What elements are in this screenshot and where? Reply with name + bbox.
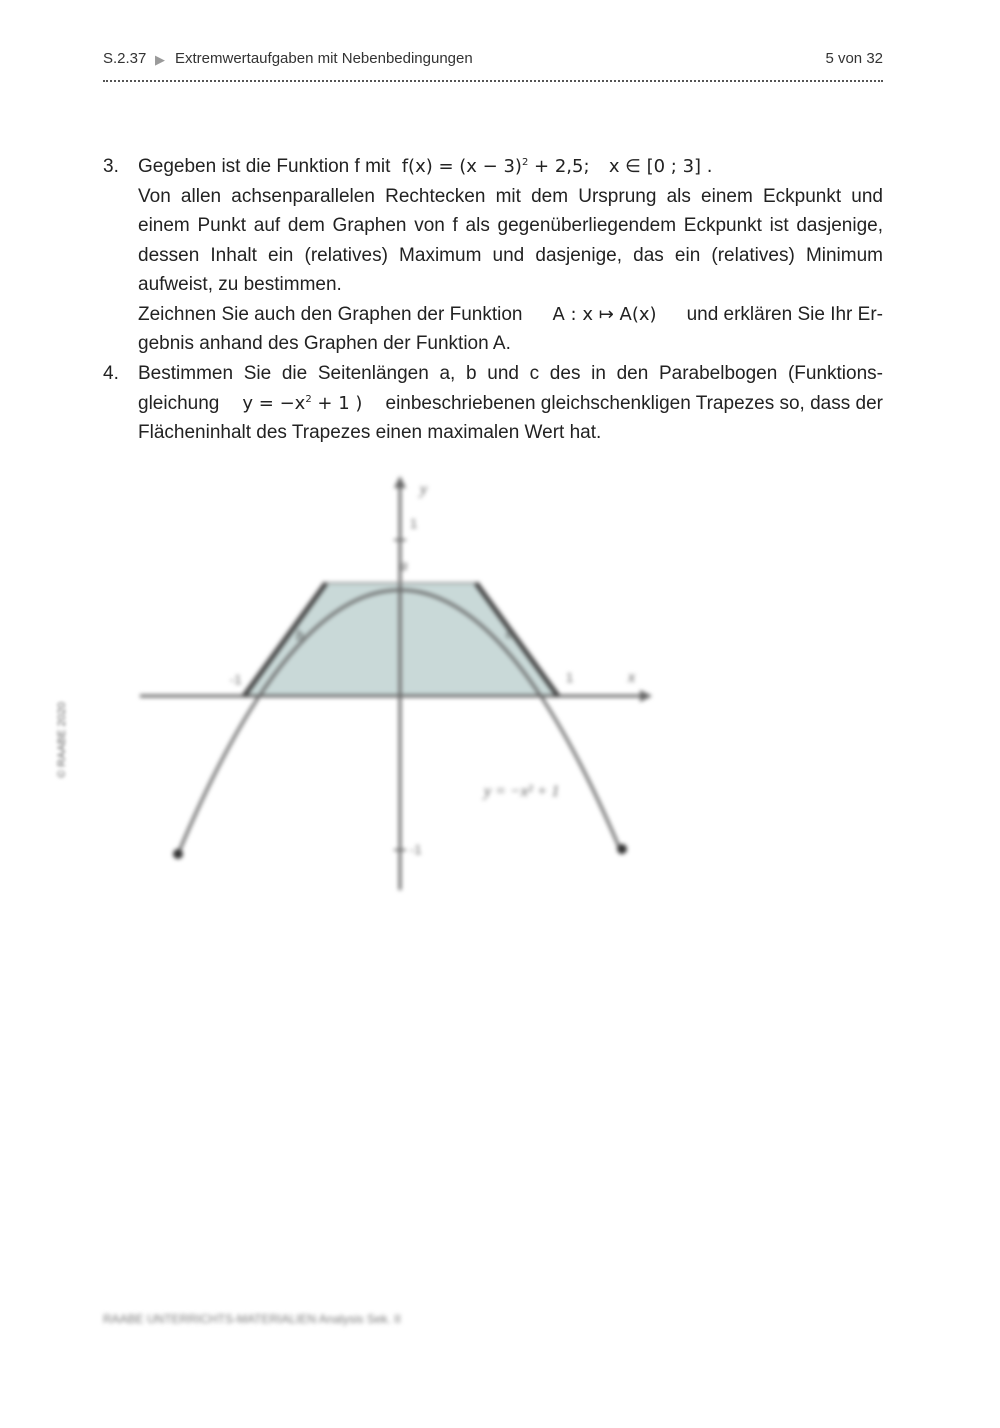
parabola-diagram xyxy=(130,470,670,900)
curve-equation-label: y = −x² + 1 xyxy=(484,783,560,800)
task-line: Zeichnen Sie auch den Graphen der Funktion A : x ↦ A(x) und erklären Sie Ihr Er- xyxy=(138,300,883,330)
side-label-b: b xyxy=(296,628,304,644)
task-4 xyxy=(103,359,883,449)
task-body xyxy=(138,359,883,448)
task-line: gebnis anhand des Graphen der Funktion A. xyxy=(138,333,511,354)
parabola-figure xyxy=(130,470,670,900)
curve-endpoint-right xyxy=(617,844,627,854)
section-title: Extremwertaufgaben mit Nebenbedingungen xyxy=(175,50,473,67)
axis-label-x: x xyxy=(628,669,636,686)
function-formula: $f(x) = (x - 3)^2 + 2,5$; xyxy=(401,156,590,177)
page-number: 5 von 32 xyxy=(825,50,883,67)
task-number: 4. xyxy=(103,363,119,384)
curve-endpoint-left xyxy=(173,849,183,859)
tick-label-y-top: 1 xyxy=(410,516,418,531)
copyright-sidebar xyxy=(47,680,77,800)
task-number: 3. xyxy=(103,156,119,177)
task-line: Flächeninhalt des Trapezes einen maximalen Wert hat. xyxy=(138,422,602,443)
domain-formula: x ∈ [0 ; 3] . xyxy=(608,156,713,177)
task-line: Bestimmen Sie die Seitenlängen a, b und c des in den Parabelbogen (Funktions- xyxy=(138,363,883,384)
x-axis-arrow xyxy=(640,690,652,702)
tick-label-x-right: 1 xyxy=(566,670,574,685)
task-line: gleichung $y = -x^2 + 1$ ) einbeschriebenen gleichschenkligen Trapezes so, dass der xyxy=(138,389,883,419)
page-footer: RAABE UNTERRICHTS-MATERIALIEN Analysis Sek. II xyxy=(103,1312,401,1326)
task-line: Gegeben ist die Funktion f mit $f(x) = (x - 3)^2 + 2,5$; x ∈ [0 ; 3] . xyxy=(138,156,713,177)
y-axis-arrow xyxy=(394,476,406,488)
task-line: Von allen achsenparallelen Rechtecken mit dem Ursprung als einem Eckpunkt und xyxy=(138,185,883,207)
side-label-c: c xyxy=(506,626,513,642)
task-body xyxy=(138,152,883,359)
task-line: einem Punkt auf dem Graphen von f als gegenüberliegendem Eckpunkt ist dasjenige, xyxy=(138,215,883,236)
copyright-text: © RAABE 2020 xyxy=(56,702,68,778)
tick-label-x-left: -1 xyxy=(230,672,242,687)
task-line: aufweist, zu bestimmen. xyxy=(138,274,342,295)
play-arrow-icon: ▶ xyxy=(155,52,165,67)
mapping-formula: A : x ↦ A(x) xyxy=(552,303,657,325)
side-label-a: a xyxy=(400,558,408,574)
page-header xyxy=(103,50,883,72)
section-code: S.2.37 xyxy=(103,50,147,67)
tick-label-y-bottom: -1 xyxy=(410,842,422,857)
axis-label-y: y xyxy=(420,481,428,498)
task-3 xyxy=(103,152,883,362)
header-divider xyxy=(103,80,883,82)
parabola-formula: $y = -x^2 + 1$ ) xyxy=(242,392,363,414)
task-line: dessen Inhalt ein (relatives) Maximum und dasjenige, das ein (relatives) Minimum xyxy=(138,244,883,266)
